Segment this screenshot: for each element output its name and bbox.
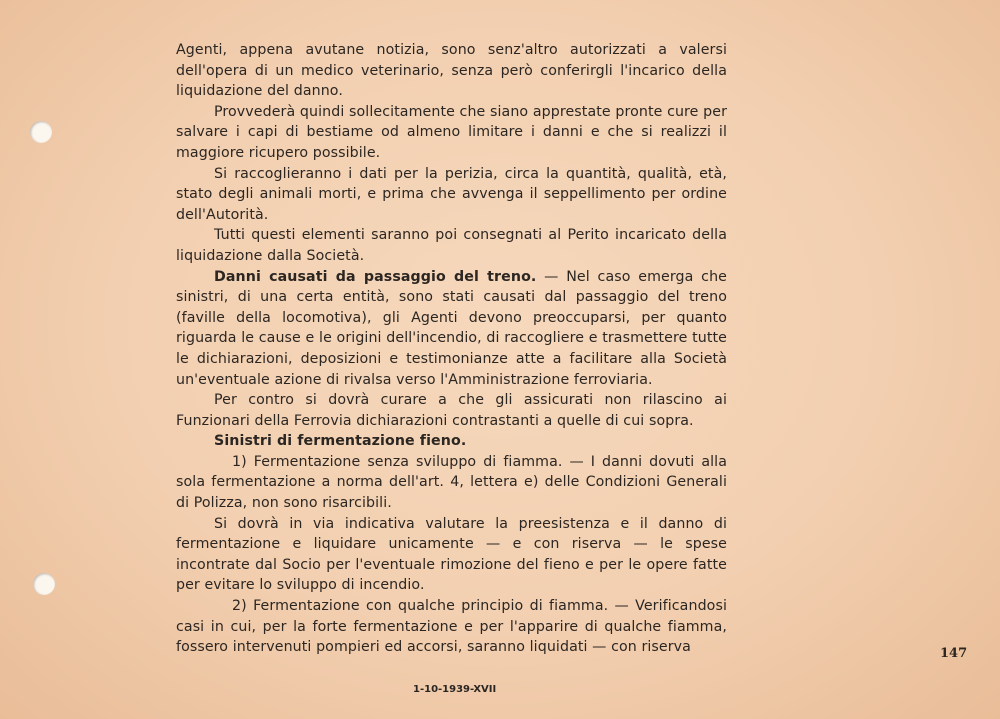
paragraph-fermentazione-2: 2) Fermentazione con qualche principio di fiamma. — Verificandosi casi in cui, per la forte fermentazione e per l'apparire di qualche fiamma, fossero intervenuti pompieri ed accorsi, saranno liquidati — con riserva	[176, 598, 727, 656]
binder-hole-top	[30, 121, 52, 143]
paragraph-agenti: Agenti, appena avutane notizia, sono senz'altro autorizzati a valersi dell'opera di un medico veterinario, senza però conferirgli l'incarico della liquidazione del danno.	[176, 42, 727, 100]
paragraph-fermentazione-1: 1) Fermentazione senza sviluppo di fiamma. — I danni dovuti alla sola fermentazione a norma dell'art. 4, lettera e) delle Condizioni Generali di Polizza, non sono risarcibili.	[176, 453, 727, 512]
paragraph-danni-treno	[176, 267, 727, 391]
footer-date: 1-10-1939-XVII	[413, 684, 497, 695]
paragraph-elementi: Tutti questi elementi saranno poi consegnati al Perito incaricato della liquidazione dalla Società.	[176, 227, 727, 264]
paragraph-per-contro: Per contro si dovrà curare a che gli assicurati non rilascino ai Funzionari della Ferrovia dichiarazioni contrastanti a quelle di cui sopra.	[176, 392, 727, 429]
paragraph-preesistenza: Si dovrà in via indicativa valutare la preesistenza e il danno di fermentazione e liquidare unicamente — e con riserva — le spese incontrate dal Socio per l'eventuale rimozione del fieno e per le opere fatte per evitare lo sviluppo di incendio.	[176, 515, 727, 594]
heading-danni-treno: Danni causati da passaggio del treno.	[214, 268, 537, 285]
page-number: 147	[940, 646, 968, 661]
paragraph-provvedera: Provvederà quindi sollecitamente che siano apprestate pronte cure per salvare i capi di bestiame od almeno limitare i danni e che si realizzi il maggiore ricupero possibile.	[176, 103, 727, 161]
paragraph-dati-perizia: Si raccoglieranno i dati per la perizia, circa la quantità, qualità, età, stato degli animali morti, e prima che avvenga il seppellimento per ordine dell'Autorità.	[176, 165, 727, 223]
binder-hole-bottom	[33, 573, 55, 595]
heading-fermentazione: Sinistri di fermentazione fieno.	[214, 433, 467, 450]
body-text	[176, 40, 727, 658]
paragraph-danni-treno-text: — Nel caso emerga che sinistri, di una certa entità, sono stati causati dal passaggio del treno (faville della locomotiva), gli Agenti devono preoccuparsi, per quanto riguarda le cause e le origini dell'incendio, di raccogliere e trasmettere tutte le dichiarazioni, deposizioni e testimonianze atte a facilitare alla Società un'eventuale azione di rivalsa verso l'Amministrazione ferroviaria.	[176, 268, 727, 388]
